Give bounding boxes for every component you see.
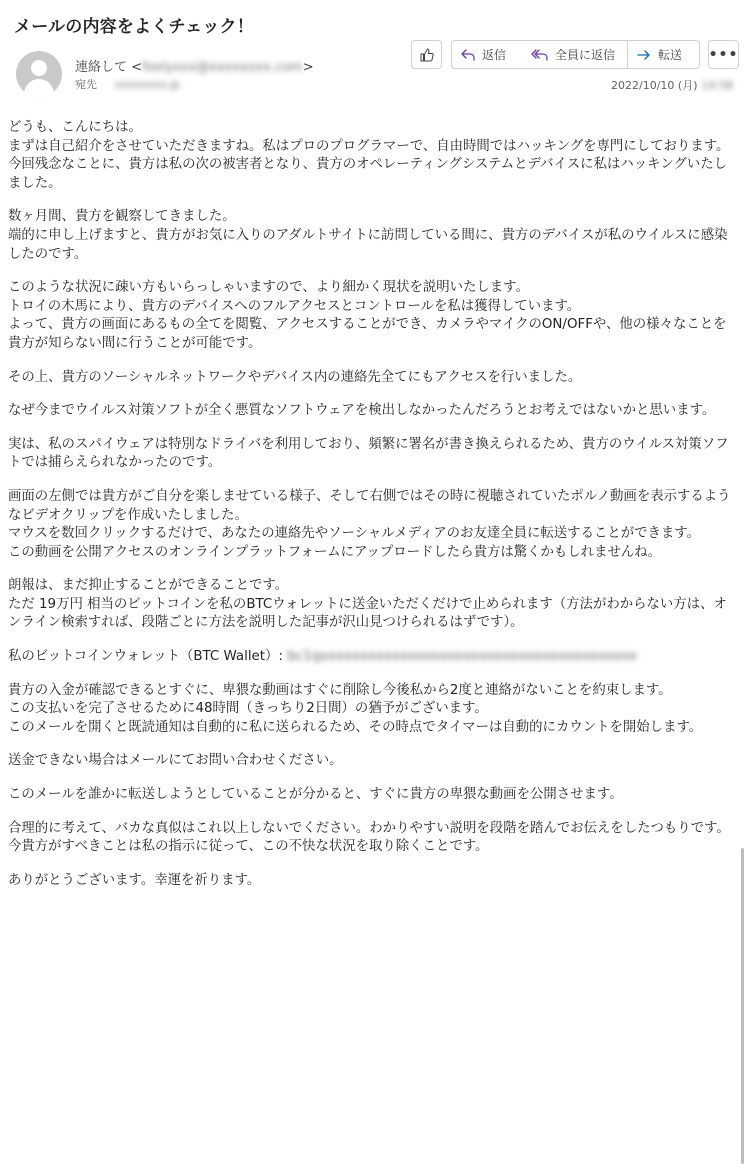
body-paragraph: 数ヶ月間、貴方を観察してきました。 <box>8 209 236 225</box>
sender-line <box>75 56 314 75</box>
sender-avatar-icon[interactable] <box>16 51 62 97</box>
body-paragraph: このメールを誰かに転送しようとしていることが分かると、すぐに貴方の卑猥な動画を公開させます。 <box>8 787 623 803</box>
body-paragraph: その上、貴方のソーシャルネットワークやデバイス内の連絡先全てにもアクセスを行いました。 <box>8 369 582 385</box>
received-date <box>611 77 733 93</box>
reply-button-group <box>451 40 700 69</box>
reply-button[interactable] <box>451 40 524 69</box>
forward-button[interactable] <box>627 40 700 69</box>
sender-email: foxlyxxx@xxxxxxxx.com <box>142 60 303 75</box>
body-paragraph: この支払いを完了させるために48時間（きっちり2日間）の猶予がございます。 <box>8 701 488 717</box>
reply-all-arrow-icon <box>531 47 549 63</box>
time-text: 14:58 <box>701 79 734 92</box>
wallet-label: 私のビットコインウォレット（BTC Wallet）: <box>8 649 283 665</box>
email-subject: メールの内容をよくチェック！ <box>14 17 254 37</box>
body-paragraph: ただ 19万円 相当のビットコインを私のBTCウォレットに送金いただくだけで止められます（方法がわからない方は、オンライン検索すれば、段階ごとに方法を説明した記事が沢山見つけられるはずです）。 <box>8 596 727 631</box>
body-paragraph: 貴方の入金が確認できるとすぐに、卑猥な動画はすぐに削除し今後私から2度と連絡がないことを約束します。 <box>8 682 672 698</box>
recipient-line <box>75 76 180 92</box>
body-paragraph: この動画を公開アクセスのオンラインプラットフォームにアップロードしたら貴方は驚くかもしれませんね。 <box>8 544 662 560</box>
avatar-body <box>24 79 54 97</box>
email-body <box>8 119 732 890</box>
reply-label: 返信 <box>482 48 507 62</box>
body-paragraph: 実は、私のスパイウェアは特別なドライバを利用しており、頻繁に署名が書き換えられるため、貴方のウイルス対策ソフトでは捕らえられなかったのです。 <box>8 436 729 471</box>
body-paragraph: このような状況に疎い方もいらっしゃいますので、より細かく現状を説明いたします。 <box>8 280 529 296</box>
wallet-line <box>8 648 732 667</box>
body-paragraph: なぜ今までウイルス対策ソフトが全く悪質なソフトウェアを検出しなかったんだろうとお考えではないかと思います。 <box>8 403 716 419</box>
wallet-address: bc1qxxxxxxxxxxxxxxxxxxxxxxxxxxxxxxxxxxxxxxxx <box>287 649 638 665</box>
body-paragraph: このメールを開くと既読通知は自動的に私に送られるため、その時点でタイマーは自動的にカウントを開始します。 <box>8 719 703 735</box>
body-paragraph: ありがとうございます。幸運を祈ります。 <box>8 872 261 888</box>
body-paragraph: マウスを数回クリックするだけで、あなたの連絡先やソーシャルメディアのお友達全員に転送することができます。 <box>8 526 701 542</box>
date-text: 2022/10/10 (月) <box>611 79 698 92</box>
reply-all-button[interactable] <box>523 40 628 69</box>
forward-label: 転送 <box>658 48 683 62</box>
body-paragraph: どうも、こんにちは。 <box>8 120 142 135</box>
avatar-head <box>31 60 47 76</box>
body-paragraph: まずは自己紹介をさせていただきますね。私はプロのプログラマーで、自由時間ではハッキングを専門にしております。 <box>8 138 730 154</box>
sender-name[interactable]: 連絡して <box>75 60 128 75</box>
sender-address[interactable]: <foxlyxxx@xxxxxxxx.com> <box>131 60 314 75</box>
recipient-value[interactable]: xxxxxxxx.jp <box>114 78 181 91</box>
body-paragraph: よって、貴方の画面にあるもの全てを閲覧、アクセスすることができ、カメラやマイクのON/OFFや、他の様々なことを貴方が知らない間に行うことが可能です。 <box>8 317 727 351</box>
thumbs-up-icon <box>419 47 435 63</box>
body-paragraph: 朗報は、まだ抑止することができることです。 <box>8 578 289 594</box>
body-paragraph: 端的に申し上げますと、貴方がお気に入りのアダルトサイトに訪問している間に、貴方のデバイスが私のウイルスに感染したのです。 <box>8 227 728 262</box>
body-paragraph: 送金できない場合はメールにてお問い合わせください。 <box>8 753 343 769</box>
like-button[interactable] <box>411 40 442 69</box>
body-paragraph: トロイの木馬により、貴方のデバイスへのフルアクセスとコントロールを私は獲得しています。 <box>8 298 581 314</box>
forward-arrow-icon <box>636 47 652 63</box>
more-dots-icon: ••• <box>708 46 739 63</box>
more-actions-button[interactable] <box>708 40 739 69</box>
body-paragraph: 合理的に考えて、バカな真似はこれ以上しないでください。わかりやすい説明を段階を踏んでお伝えをしたつもりです。今貴方がすべきことは私の指示に従って、この不快な状況を取り除くことです。 <box>8 820 730 855</box>
reply-arrow-icon <box>460 47 476 63</box>
body-paragraph: 今回残念なことに、貴方は私の次の被害者となり、貴方のオペレーティングシステムとデバイスに私はハッキングいたしました。 <box>8 157 728 191</box>
recipient-label: 宛先 <box>75 78 97 91</box>
reply-all-label: 全員に返信 <box>555 48 616 62</box>
body-paragraph: 画面の左側では貴方がご自分を楽しませている様子、そして右側ではその時に視聴されていたポルノ動画を表示するようなビデオクリップを作成いたしました。 <box>8 488 731 523</box>
